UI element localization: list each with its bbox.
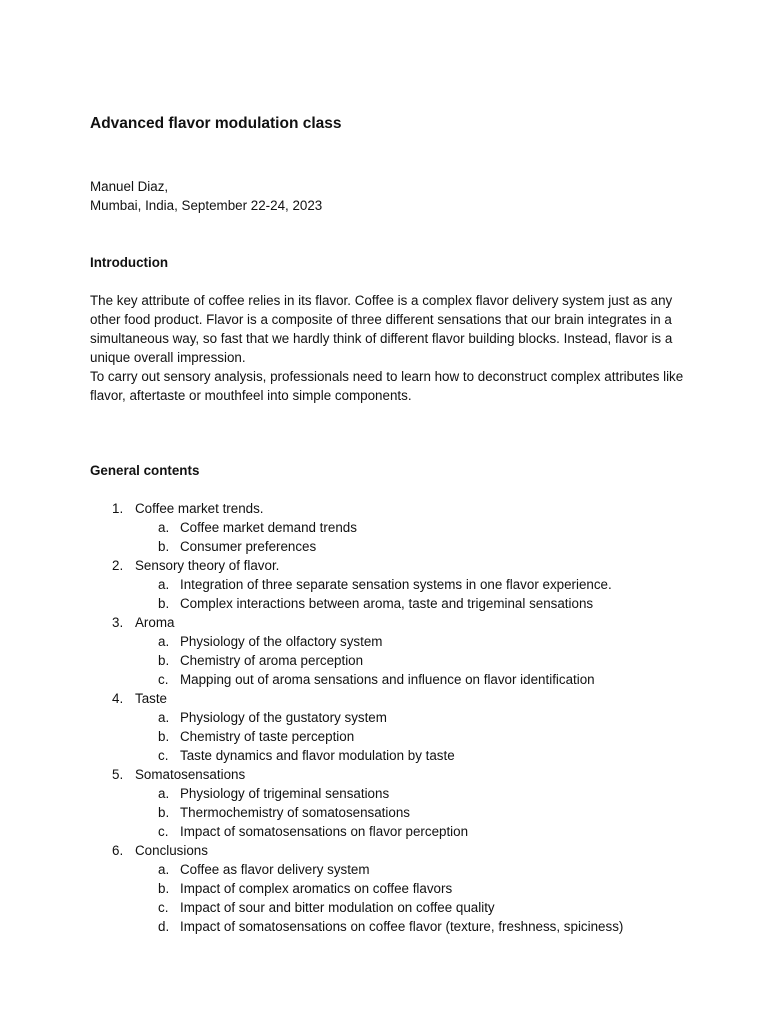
subitem-letter: b.	[158, 596, 170, 611]
subitem	[90, 917, 700, 936]
subitem	[90, 518, 700, 537]
subitem-label: Chemistry of aroma perception	[180, 653, 364, 668]
subitem-list	[135, 860, 700, 936]
subitem-letter: a.	[158, 710, 170, 725]
subitem-label: Taste dynamics and flavor modulation by taste	[180, 748, 455, 763]
subitem-label: Chemistry of taste perception	[180, 729, 355, 744]
subitem-label: Impact of somatosensations on coffee flavor (texture, freshness, spiciness)	[180, 919, 624, 934]
author-block	[90, 177, 700, 215]
subitem	[90, 860, 700, 879]
subitem-letter: c.	[158, 672, 169, 687]
subitem-label: Physiology of trigeminal sensations	[180, 786, 390, 801]
subitem-label: Physiology of the gustatory system	[180, 710, 387, 725]
item-label: Conclusions	[135, 843, 208, 858]
subitem-letter: a.	[158, 520, 170, 535]
item-label: Coffee market trends.	[135, 501, 264, 516]
subitem-label: Consumer preferences	[180, 539, 317, 554]
document-title: Advanced flavor modulation class	[90, 115, 342, 132]
subitem-label: Impact of somatosensations on flavor perception	[180, 824, 469, 839]
item-number: 1.	[112, 501, 124, 516]
subitem-letter: a.	[158, 786, 170, 801]
section-spacer	[90, 443, 700, 461]
introduction-body	[90, 291, 700, 405]
subitem	[90, 632, 700, 651]
item-number: 2.	[112, 558, 124, 573]
item-label: Taste	[135, 691, 168, 706]
item-label: Aroma	[135, 615, 175, 630]
subitem-label: Impact of complex aromatics on coffee flavors	[180, 881, 453, 896]
contents-item	[90, 689, 700, 765]
subitem	[90, 537, 700, 556]
subitem-letter: c.	[158, 824, 169, 839]
subitem	[90, 708, 700, 727]
subitem-letter: b.	[158, 729, 170, 744]
subitem-list	[135, 632, 700, 689]
contents-item	[90, 556, 700, 613]
subitem-letter: d.	[158, 919, 170, 934]
item-number: 3.	[112, 615, 124, 630]
subitem-letter: a.	[158, 577, 170, 592]
subitem-label: Coffee market demand trends	[180, 520, 357, 535]
location-date: Mumbai, India, September 22-24, 2023	[90, 198, 323, 213]
subitem-label: Impact of sour and bitter modulation on coffee quality	[180, 900, 495, 915]
subitem	[90, 651, 700, 670]
contents-item	[90, 765, 700, 841]
subitem-list	[135, 575, 700, 613]
subitem-list	[135, 518, 700, 556]
item-label: Somatosensations	[135, 767, 246, 782]
subitem-letter: b.	[158, 653, 170, 668]
subitem-list	[135, 708, 700, 765]
subitem	[90, 746, 700, 765]
item-number: 5.	[112, 767, 124, 782]
subitem-letter: c.	[158, 900, 169, 915]
subitem-letter: c.	[158, 748, 169, 763]
subitem	[90, 803, 700, 822]
document-page	[90, 112, 700, 936]
subitem-label: Mapping out of aroma sensations and influence on flavor identification	[180, 672, 595, 687]
contents-list	[90, 499, 700, 936]
item-label: Sensory theory of flavor.	[135, 558, 280, 573]
subitem-letter: b.	[158, 539, 170, 554]
subitem-label: Physiology of the olfactory system	[180, 634, 383, 649]
subitem	[90, 670, 700, 689]
contents-item	[90, 613, 700, 689]
author-name: Manuel Diaz,	[90, 179, 169, 194]
contents-item	[90, 499, 700, 556]
introduction-paragraph-1: The key attribute of coffee relies in its flavor. Coffee is a complex flavor delivery system just as any other food product. Flavor is a composite of three different sensations that our brain integrates in a simultaneous way, so fast that we hardly think of different flavor building blocks. Instead, flavor is a unique overall impression.	[90, 293, 673, 365]
general-contents-heading: General contents	[90, 463, 200, 478]
subitem-letter: a.	[158, 634, 170, 649]
item-number: 6.	[112, 843, 124, 858]
subitem-label: Thermochemistry of somatosensations	[180, 805, 410, 820]
subitem-letter: b.	[158, 881, 170, 896]
subitem	[90, 727, 700, 746]
subitem	[90, 898, 700, 917]
subitem-label: Complex interactions between aroma, taste and trigeminal sensations	[180, 596, 594, 611]
subitem-letter: b.	[158, 805, 170, 820]
subitem-label: Integration of three separate sensation systems in one flavor experience.	[180, 577, 612, 592]
subitem	[90, 575, 700, 594]
subitem	[90, 822, 700, 841]
subitem	[90, 879, 700, 898]
subitem	[90, 594, 700, 613]
introduction-heading: Introduction	[90, 255, 169, 270]
contents-item	[90, 841, 700, 936]
introduction-paragraph-2: To carry out sensory analysis, professionals need to learn how to deconstruct complex attributes like flavor, aftertaste or mouthfeel into simple components.	[90, 369, 684, 403]
subitem	[90, 784, 700, 803]
subitem-list	[135, 784, 700, 841]
subitem-label: Coffee as flavor delivery system	[180, 862, 370, 877]
item-number: 4.	[112, 691, 124, 706]
subitem-letter: a.	[158, 862, 170, 877]
